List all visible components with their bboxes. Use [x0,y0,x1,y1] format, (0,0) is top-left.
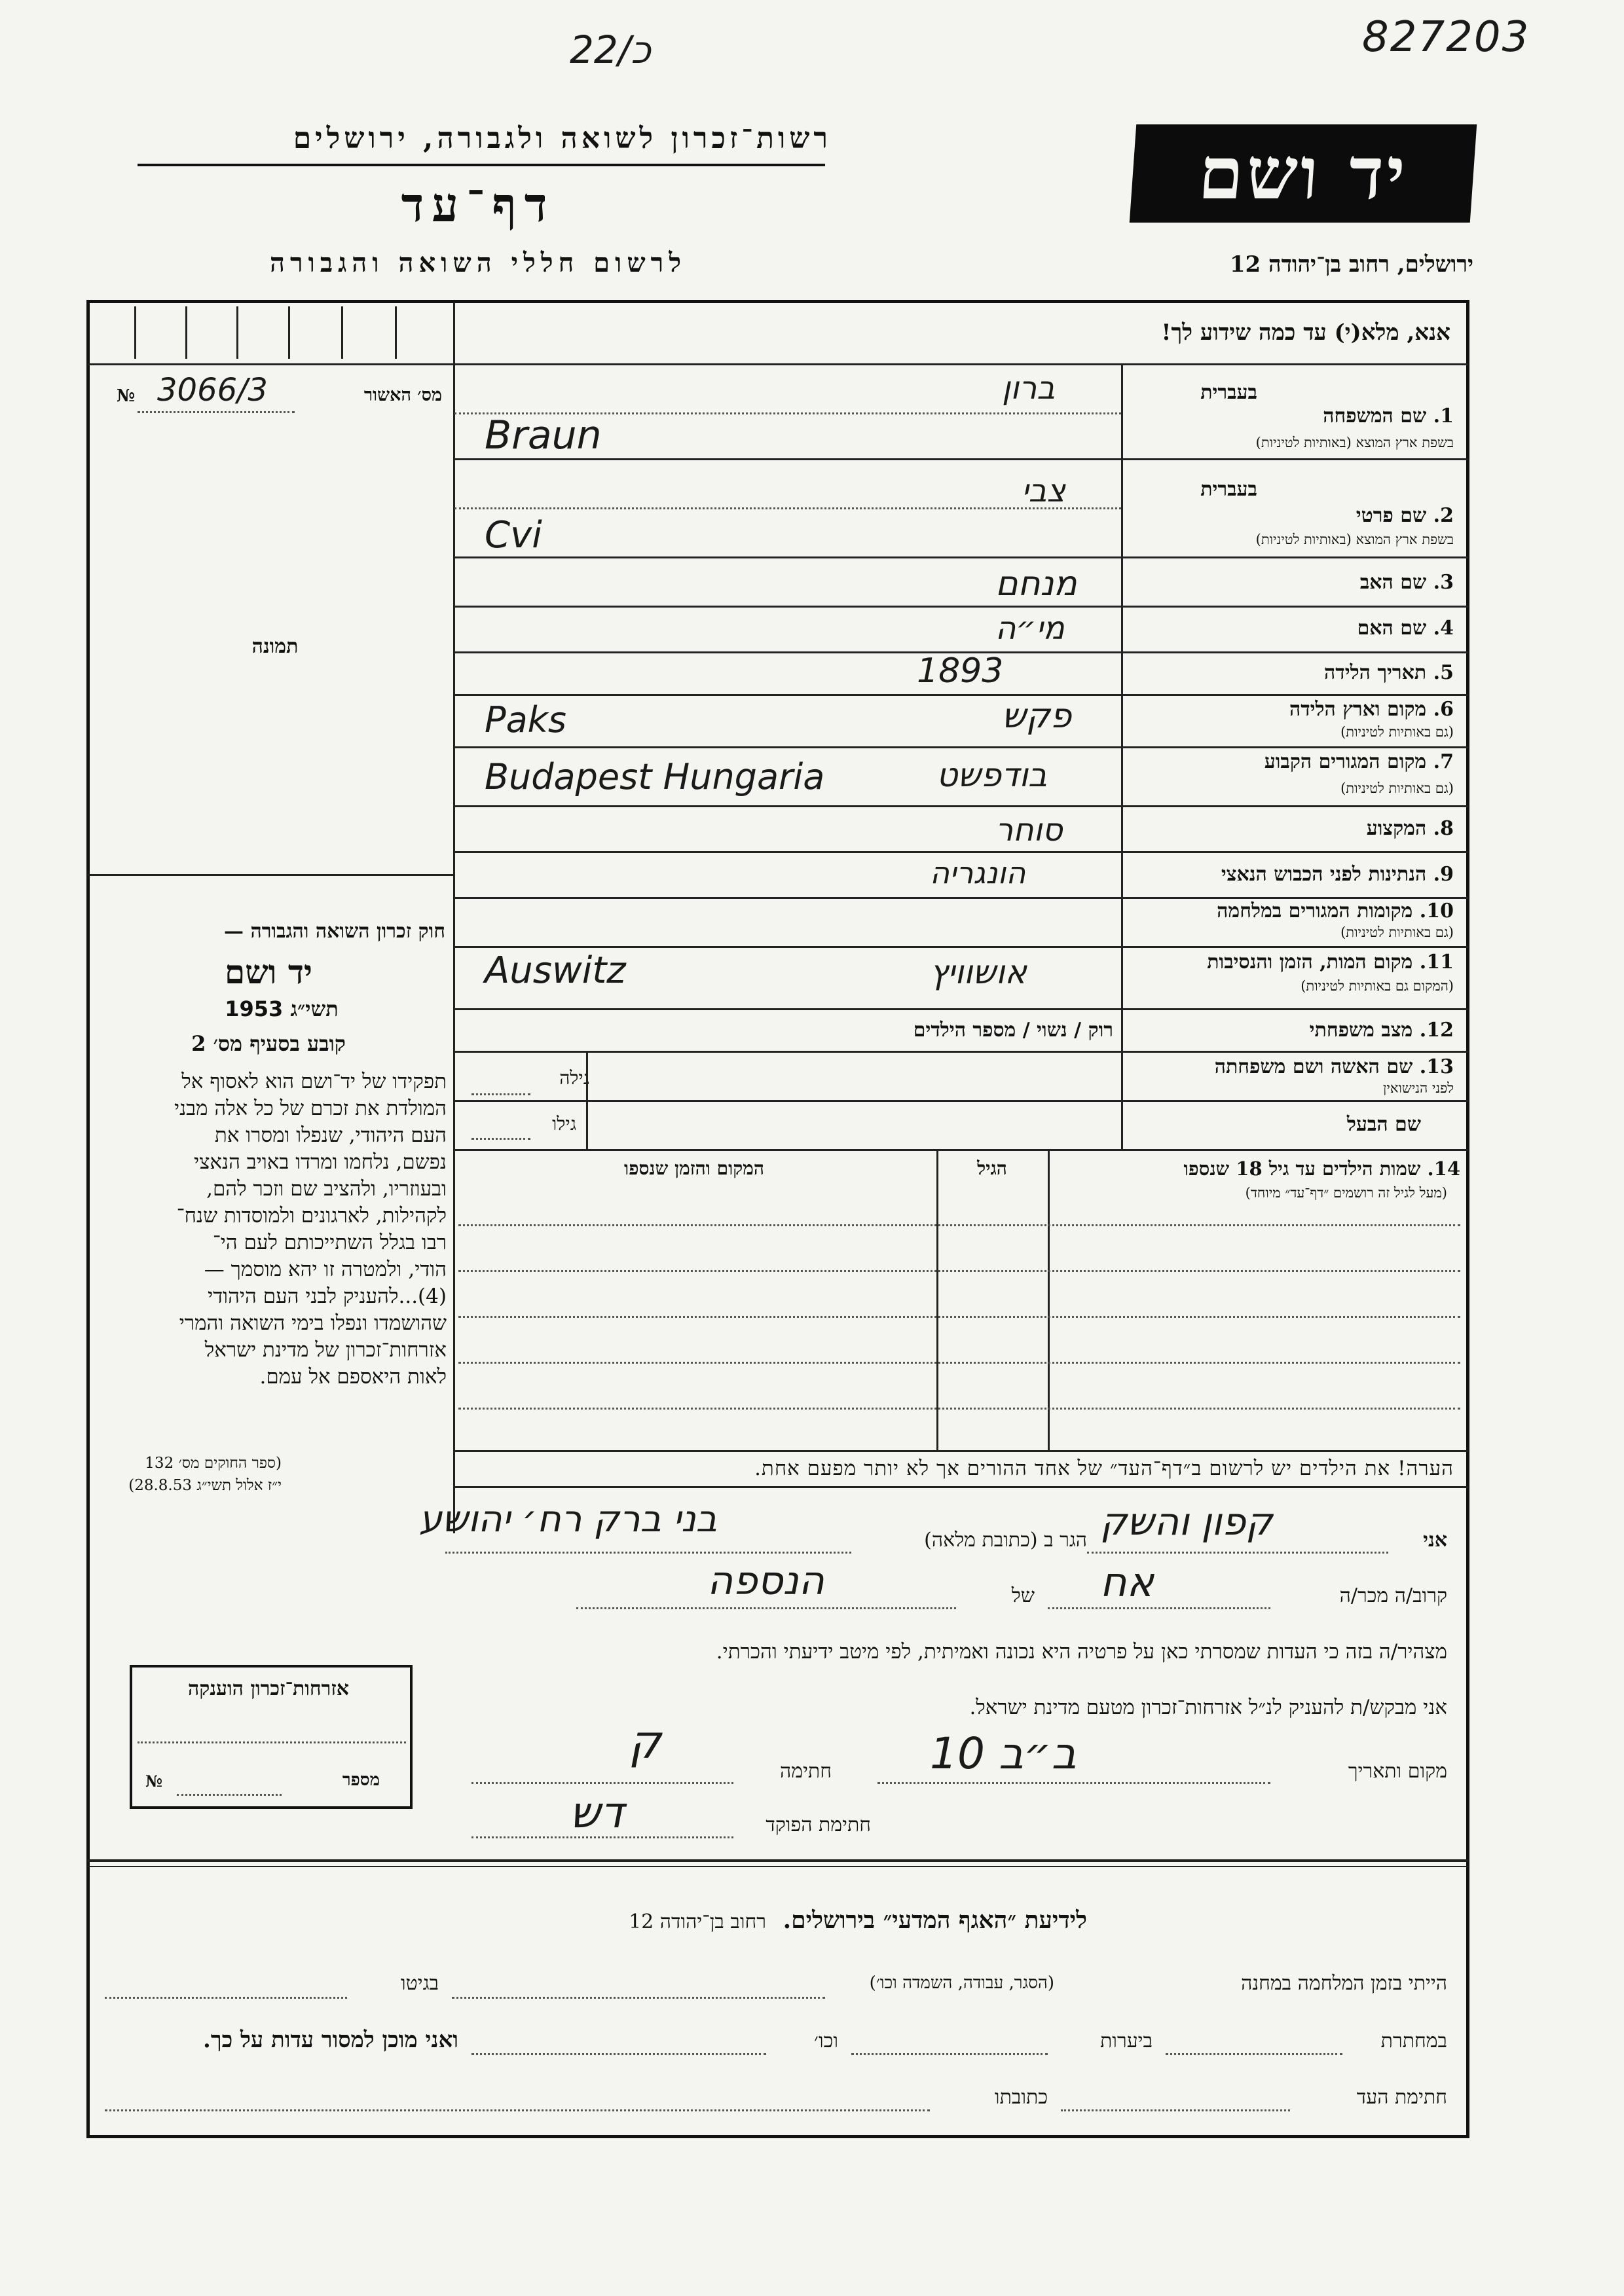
field-11-value[interactable]: אושוויץ [930,953,1027,991]
field-13-label: 13. שם האשה ושם משפחתה [1214,1055,1454,1078]
law-year: תשי״ג 1953 [225,996,339,1021]
field-12-label: 12. מצב משפחתי [1309,1019,1454,1042]
field-5-label: 5. תאריך הלידה [1324,661,1454,684]
header-address: ירושלים, רחוב בן־יהודה 12 [1229,251,1473,278]
note-text: הערה! את הילדים יש לרשום ב״דף־העד״ של אחד ההורים אך לא יותר מפעם אחת. [754,1457,1454,1480]
law-ref-2: י״ז אלול תשי״ג 28.8.53) [128,1477,282,1494]
bottom-line1-b: (הסגר, עבודה, השמדה וכו׳) [869,1973,1054,1993]
signature-value[interactable]: ק [629,1715,661,1769]
citizenship-no-mark: № [145,1772,163,1791]
field-1-sub: בשפת ארץ המוצא (באותיות לטיניות) [1255,435,1454,450]
field-3-label: 3. שם האב [1359,571,1454,594]
instruction-text: אנא, מלא(י) עד כמה שידוע לך! [1161,319,1450,346]
bottom-line2-c: וכו׳ [814,2030,838,2052]
field-6-value[interactable]: פקש [1002,697,1072,736]
law-body: תפקידו של יד־ושם הוא לאסוף אל המולדת את זכרם של כל אלה מבני העם היהודי, שנפלו ומסרו את נפשם, נלחמו ומרדו באויב הנאצי ובעוזריו, ולהציב שם וזכר להם, לקהילות, לארגונים ולמוסדות שנח־ רבו בגלל השתייכותם לעם הי־ הודי, ולמטרה זו יהא מוסמך — (4)...להעניק לבני העם היהודי שהושמדו ונפלו בימי השואה והמרי אזרחות־זכרון של מדינת ישראל לאות היאספם אל עמם. [174,1070,447,1389]
field-11-label: 11. מקום המות, הזמן והנסיבות [1207,951,1454,974]
bottom-title-row: לידיעת ״האגף המדעי״ בירושלים. רחוב בן־יהודה 12 [629,1906,1087,1934]
officer-label: חתימת הפוקד [766,1813,871,1836]
officer-signature[interactable]: דש [570,1787,624,1838]
approval-no-mark: № [117,386,136,406]
field-10-sub: (גם באותיות לטיניות) [1340,924,1454,940]
signature-label: חתימה [780,1760,832,1783]
field-6-label: 6. מקום וארץ הלידה [1289,698,1454,721]
husband-label: שם הבעל [1346,1113,1421,1136]
field-2-hebtag: בעברית [1200,478,1257,501]
form-title: דף־עד [401,177,555,232]
field-1-label: 1. שם המשפחה [1323,405,1454,428]
of-value[interactable]: הנספה [707,1558,824,1604]
statement-text: מצהיר/ה בזה כי העדות שמסרתי כאן על פרטיה היא נכונה ואמיתית, לפי מיטב ידיעתי והכרתי. [716,1640,1447,1664]
field-2-sub: בשפת ארץ המוצא (באותיות לטיניות) [1255,532,1454,547]
field-4-value[interactable]: מי״ה [995,610,1065,647]
approval-number: 3066/3 [157,372,268,409]
bottom-line2-b: ביערות [1099,2030,1153,2052]
law-title: חוק זכרון השואה והגבורה — [224,920,445,943]
place-date-label: מקום ותאריך [1348,1760,1447,1783]
field-3-value[interactable]: מנחם [995,564,1077,604]
form-subtitle: לרשום חללי השואה והגבורה [269,247,687,278]
law-fixed: קובע בסעיף מס׳ 2 [191,1031,346,1056]
field-5-value[interactable]: 1893 [917,651,1004,691]
field-6-sub: (גם באותיות לטיניות) [1340,724,1454,740]
field-1-latin-value[interactable]: Braun [485,412,602,458]
field-11-latin-value[interactable]: Auswitz [485,949,626,992]
archive-number: 827203 [1362,13,1530,62]
photo-label: תמונה [251,635,299,658]
field-12-options[interactable]: רוק / נשוי / מספר הילדים [913,1019,1113,1042]
relation-value[interactable]: אח [1100,1558,1154,1606]
declarant-address[interactable]: בני ברק רח׳ יהושע [419,1498,717,1540]
request-text: אני מבקש/ת להעניק לנ״ל אזרחות־זכרון מטעם מדינת ישראל. [969,1696,1447,1719]
declarant-i-label: אני [1423,1529,1447,1552]
declarant-lives-label: הגר ב (כתובת מלאה) [924,1529,1087,1552]
declarant-name[interactable]: קפון והשק [1100,1499,1273,1544]
law-name: יד ושם [225,953,312,991]
field-9-label: 9. הנתינות לפני הכבוש הנאצי [1221,863,1454,886]
field-4-label: 4. שם האם [1357,617,1454,640]
field-13-age-label: גילה [559,1067,589,1089]
of-label: של [1011,1584,1035,1607]
bottom-line3-b: כתובתו [994,2086,1048,2109]
field-2-latin-value[interactable]: Cvi [485,514,542,556]
field-7-sub: (גם באותיות לטיניות) [1340,780,1454,796]
bottom-line1-a: הייתי בזמן המלחמה במחנה [1241,1972,1447,1995]
relative-label: קרוב/ה מכר/ה [1339,1584,1447,1607]
bottom-line2-a: במחתרת [1380,2030,1447,2052]
husband-age-label: גילו [552,1113,576,1135]
field-7-label: 7. מקום המגורים הקבוע [1264,750,1454,773]
header-rule [138,164,825,166]
place-date-value[interactable]: ב״ב 10 [930,1728,1077,1779]
bottom-line3-a: חתימת העד [1356,2086,1447,2109]
citizenship-title: אזרחות־זכרון הוענקה [187,1677,350,1700]
field-1-heb-value[interactable]: ברון [1002,370,1055,407]
field-13-sub: לפני הנישואין [1383,1080,1454,1096]
approval-label: מס׳ האשור [363,385,442,405]
children-label: 14. שמות הילדים עד גיל 18 שנספו [1183,1157,1460,1180]
children-col-age: הגיל [977,1157,1007,1179]
field-2-heb-value[interactable]: צבי [1022,473,1065,509]
field-8-value[interactable]: סוחר [995,812,1063,848]
field-6-latin-value[interactable]: Paks [485,699,567,740]
bottom-line1-c: בגיטו [400,1972,439,1995]
field-7-value[interactable]: בודפשט [936,756,1047,794]
law-ref-1: (ספר החוקים מס׳ 132 [145,1455,282,1472]
children-col-place: המקום והזמן שנספו [624,1157,764,1179]
field-7-latin-value[interactable]: Budapest Hungaria [485,756,825,797]
bottom-line2-d: ואני מוכן למסור עדות על כך. [203,2027,458,2053]
field-8-label: 8. המקצוע [1366,817,1454,840]
field-11-sub: (המקום גם באותיות לטיניות) [1301,978,1454,994]
field-1-hebtag: בעברית [1200,381,1257,404]
field-10-label: 10. מקומות המגורים במלחמה [1217,900,1454,922]
handwritten-ref: כ/22 [570,27,652,72]
field-2-label: 2. שם פרטי [1356,504,1454,527]
yad-vashem-logo: יד ושם [1130,124,1477,223]
authority-line: רשות־זכרון לשואה ולגבורה, ירושלים [293,122,832,155]
citizenship-number-label: מספר [342,1770,380,1790]
children-sub: (מעל לגיל זה רושמים ״דף־עד״ מיוחד) [1245,1185,1447,1201]
field-9-value[interactable]: הונגריה [930,855,1026,890]
